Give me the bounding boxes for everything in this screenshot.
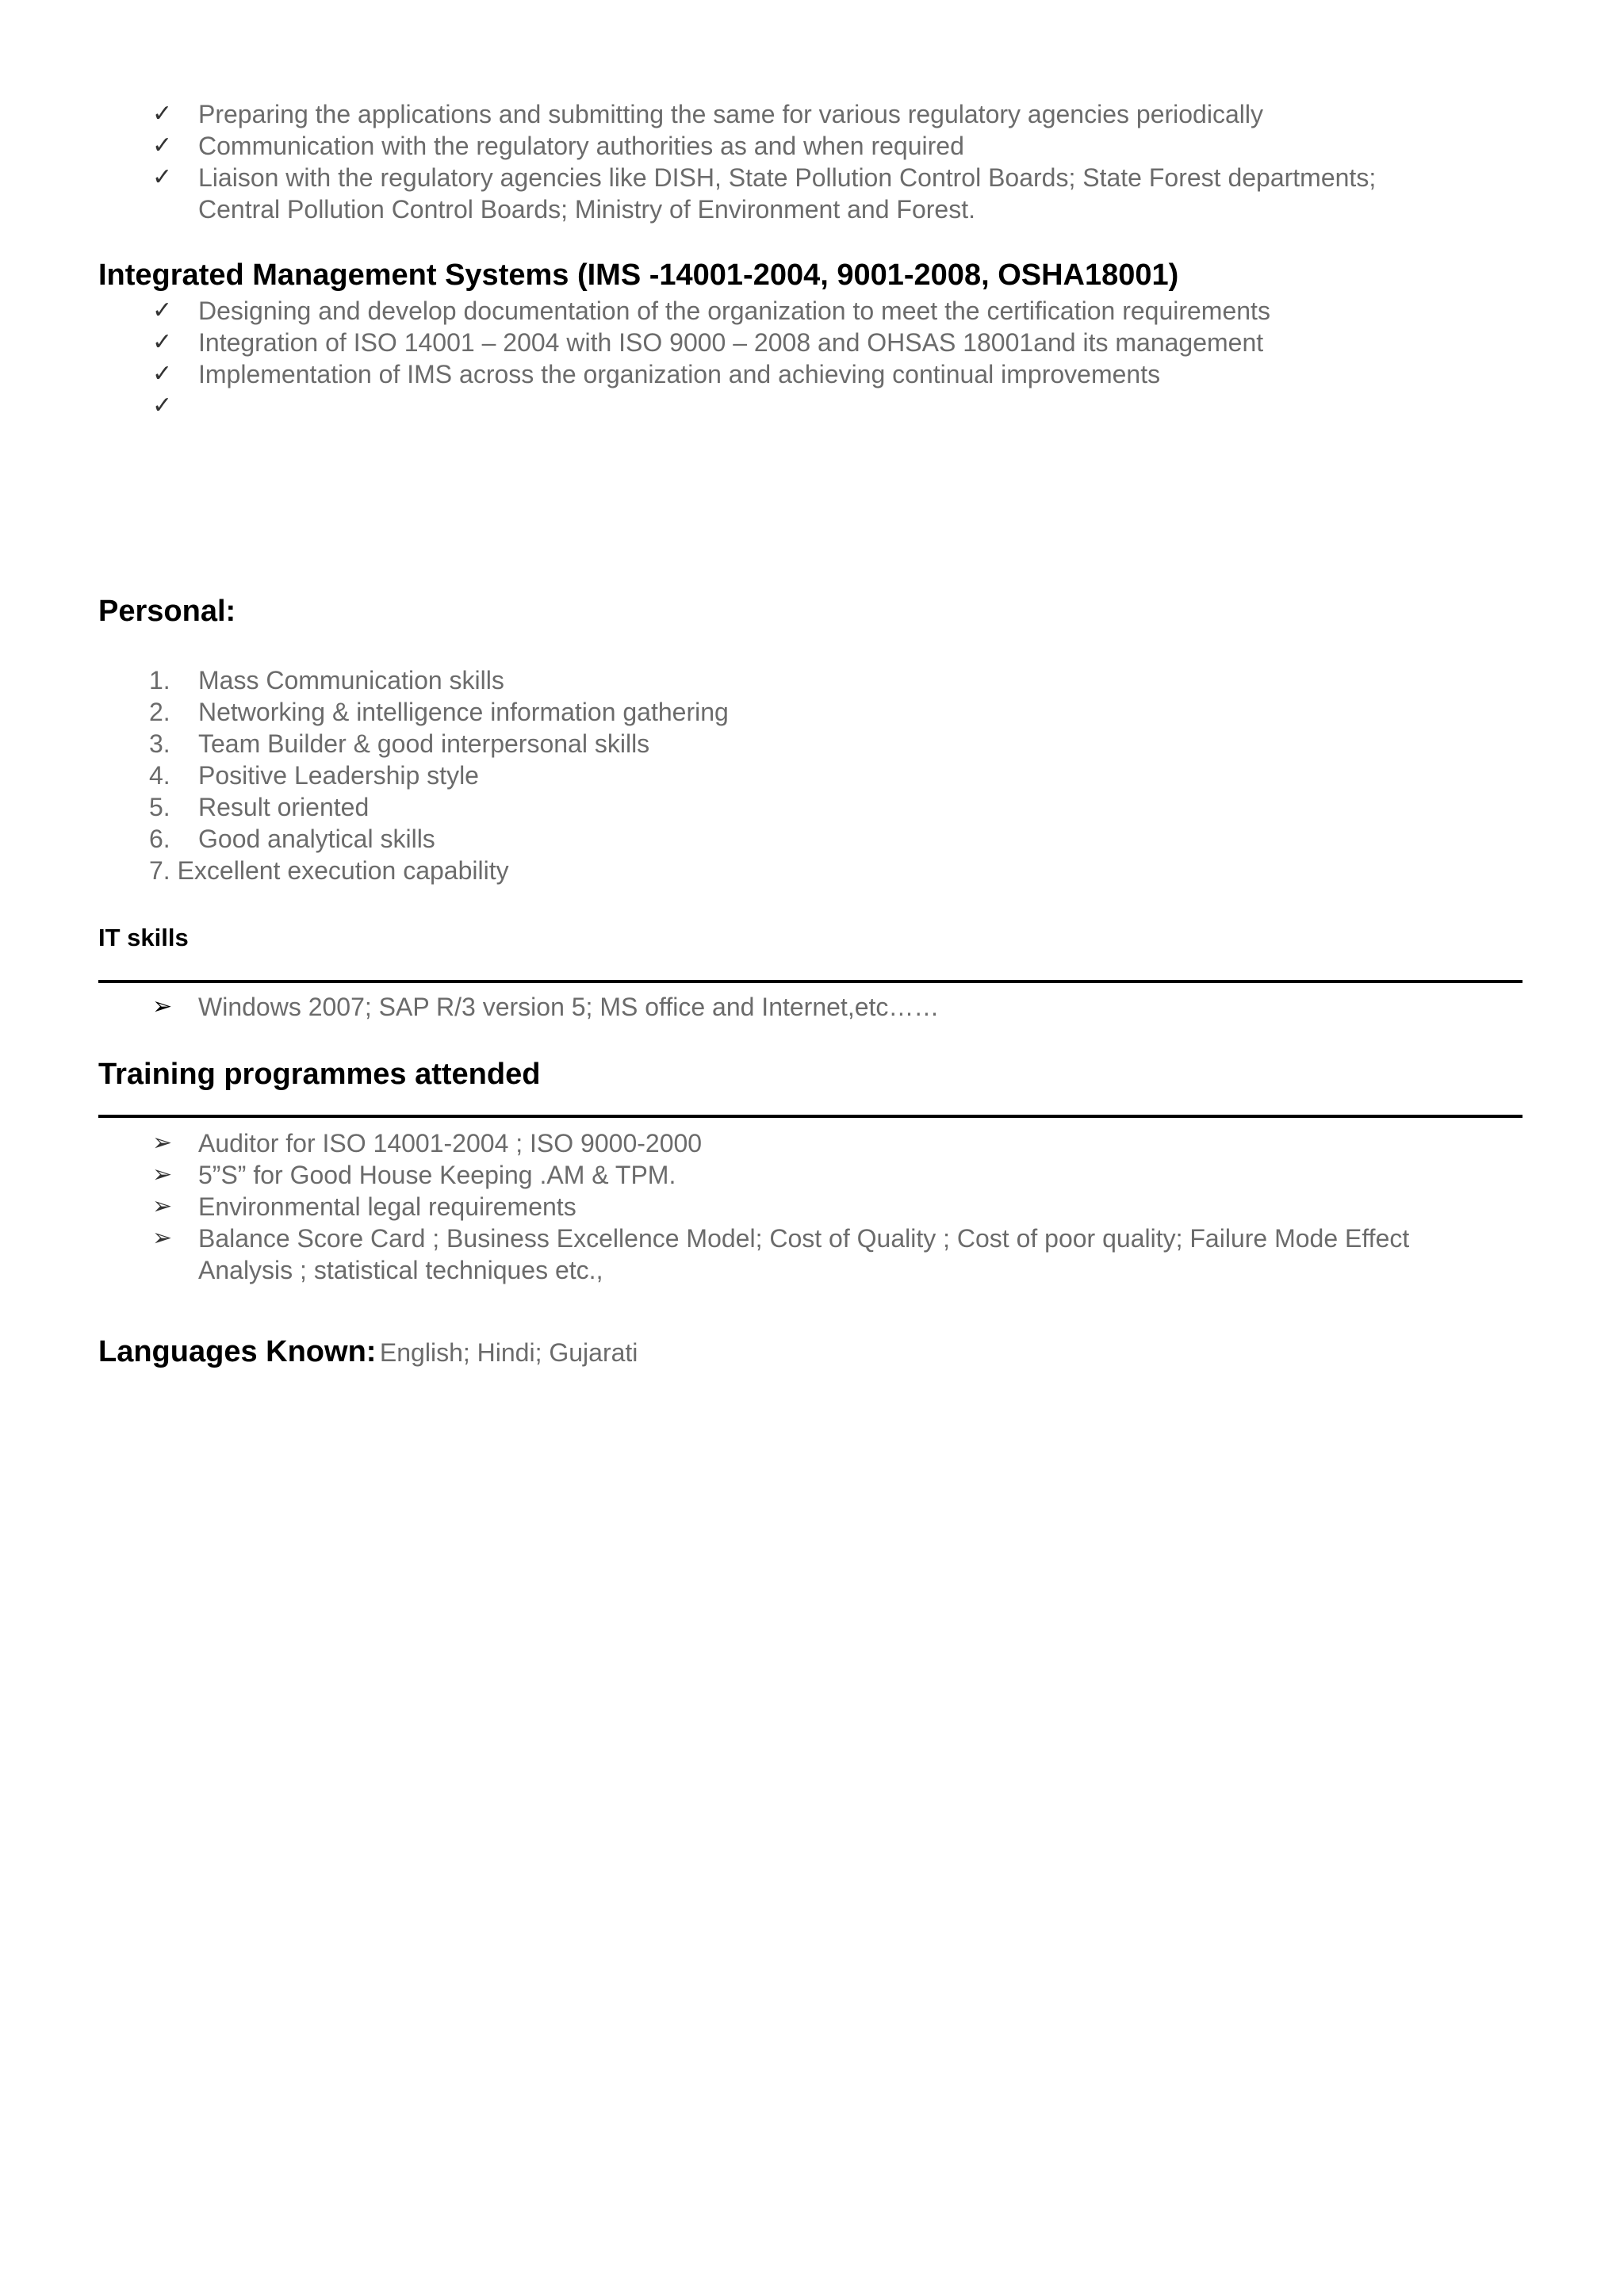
checkmark-icon: ✓ <box>152 360 173 388</box>
list-item: Designing and develop documentation of the organization to meet the certification requirements <box>198 297 1270 325</box>
checkmark-icon: ✓ <box>152 328 173 356</box>
personal-heading: Personal: <box>98 595 236 628</box>
list-item: 7. Excellent execution capability <box>149 856 509 885</box>
list-item: Mass Communication skills <box>198 666 504 695</box>
arrow-bullet-icon: ➢ <box>152 1161 173 1188</box>
list-item: Positive Leadership style <box>198 761 479 790</box>
checkmark-icon: ✓ <box>152 163 173 191</box>
arrow-bullet-icon: ➢ <box>152 1129 173 1157</box>
list-item: Integration of ISO 14001 – 2004 with ISO 9000 – 2008 and OHSAS 18001and its management <box>198 328 1264 357</box>
checkmark-icon: ✓ <box>152 100 173 128</box>
training-heading: Training programmes attended <box>98 1058 541 1091</box>
list-item: Liaison with the regulatory agencies like DISH, State Pollution Control Boards; State Forest departments; <box>198 163 1377 192</box>
list-number: 2. <box>149 698 170 726</box>
languages-label: Languages Known: <box>98 1335 377 1368</box>
list-item-continuation: Central Pollution Control Boards; Ministry of Environment and Forest. <box>198 195 975 224</box>
list-item: Good analytical skills <box>198 825 435 853</box>
list-item: Communication with the regulatory authorities as and when required <box>198 132 964 160</box>
languages-value: English; Hindi; Gujarati <box>379 1338 638 1367</box>
languages-row <box>98 1334 638 1376</box>
arrow-bullet-icon: ➢ <box>152 1224 173 1252</box>
list-item: Team Builder & good interpersonal skills <box>198 729 650 758</box>
list-item: Environmental legal requirements <box>198 1192 576 1221</box>
list-item: 5”S” for Good House Keeping .AM & TPM. <box>198 1161 676 1189</box>
it-skills-heading: IT skills <box>98 924 189 951</box>
list-number: 6. <box>149 825 170 853</box>
list-item: Preparing the applications and submitting the same for various regulatory agencies periodically <box>198 100 1263 128</box>
list-number: 1. <box>149 666 170 695</box>
list-number: 4. <box>149 761 170 790</box>
arrow-bullet-icon: ➢ <box>152 1192 173 1220</box>
checkmark-icon: ✓ <box>152 392 173 419</box>
list-item-continuation: Analysis ; statistical techniques etc., <box>198 1256 603 1284</box>
list-number: 3. <box>149 729 170 758</box>
list-item: Windows 2007; SAP R/3 version 5; MS office and Internet,etc…… <box>198 993 940 1021</box>
list-number: 5. <box>149 793 170 821</box>
checkmark-icon: ✓ <box>152 132 173 159</box>
arrow-bullet-icon: ➢ <box>152 993 173 1020</box>
list-item: Networking & intelligence information gathering <box>198 698 729 726</box>
list-item: Auditor for ISO 14001-2004 ; ISO 9000-2000 <box>198 1129 703 1158</box>
list-item: Result oriented <box>198 793 370 821</box>
checkmark-icon: ✓ <box>152 297 173 324</box>
section-divider <box>98 1115 1522 1118</box>
list-item: Balance Score Card ; Business Excellence Model; Cost of Quality ; Cost of poor quality; Failure Mode Effect <box>198 1224 1410 1253</box>
ims-heading: Integrated Management Systems (IMS -14001-2004, 9001-2008, OSHA18001) <box>98 258 1179 292</box>
list-item: Implementation of IMS across the organization and achieving continual improvements <box>198 360 1161 388</box>
section-divider <box>98 980 1522 983</box>
